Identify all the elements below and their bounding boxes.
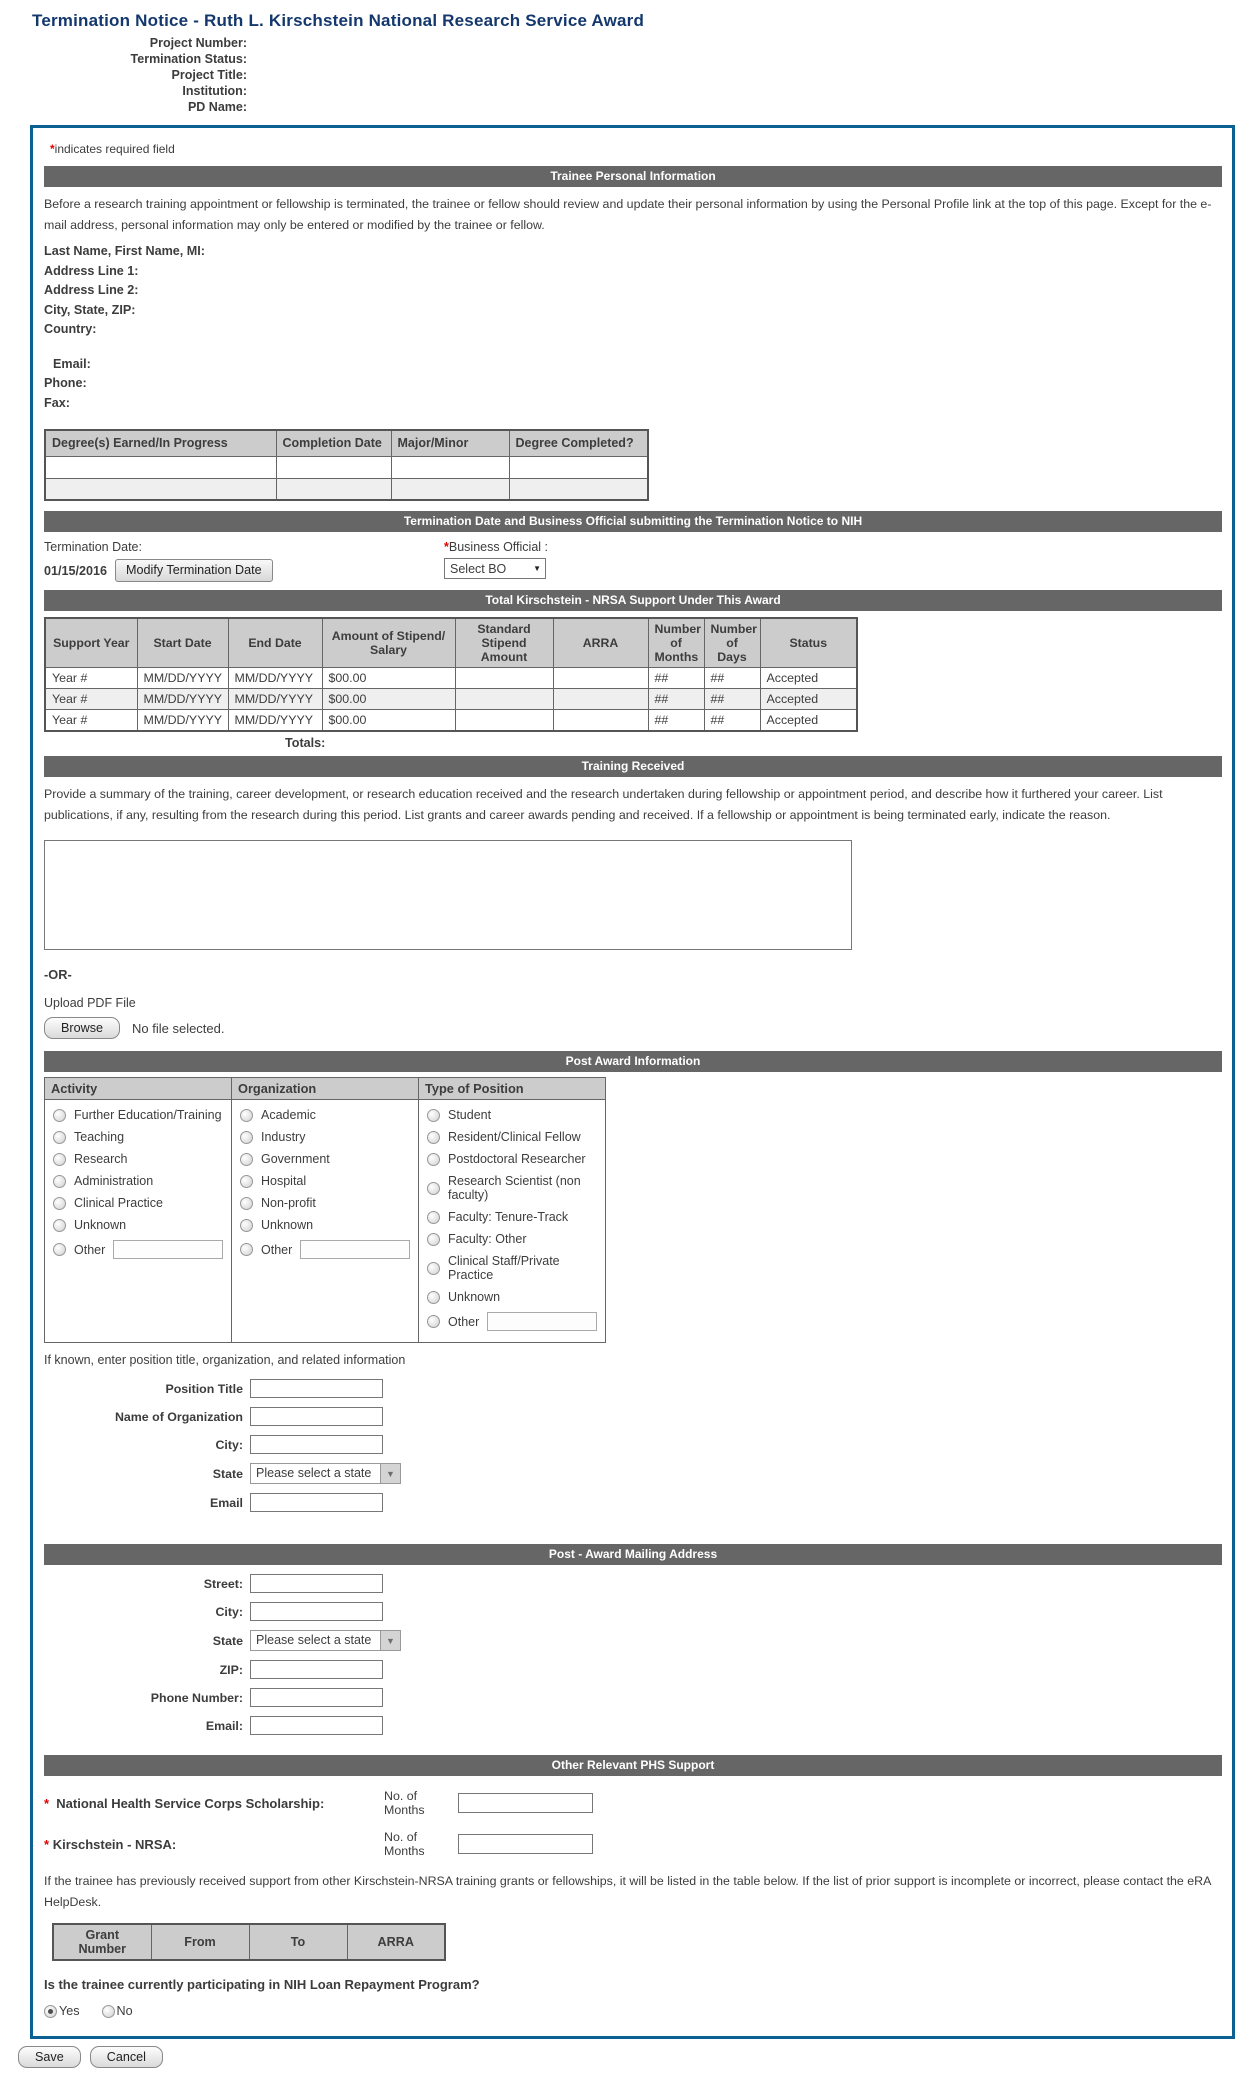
- organization-radio[interactable]: [240, 1197, 253, 1210]
- mailing-zip-label: ZIP:: [219, 1662, 243, 1677]
- position-title-label: Position Title: [165, 1381, 243, 1396]
- name-label: Last Name, First Name, MI:: [44, 244, 205, 258]
- arra-header: ARRA: [553, 618, 648, 668]
- mailing-email-label: Email:: [205, 1718, 243, 1733]
- position-city-label: City:: [215, 1437, 243, 1452]
- position-radio[interactable]: [427, 1233, 440, 1246]
- loan-no-radio[interactable]: [102, 2005, 115, 2018]
- activity-radio[interactable]: [53, 1197, 66, 1210]
- position-state-select[interactable]: Please select a state ▼: [250, 1463, 401, 1484]
- if-known-text: If known, enter position title, organization, and related information: [44, 1353, 406, 1367]
- position-email-input[interactable]: [250, 1493, 383, 1512]
- required-star: *: [50, 142, 55, 156]
- type-of-position-column-header: Type of Position: [419, 1078, 606, 1100]
- name-of-organization-input[interactable]: [250, 1407, 383, 1426]
- support-table-row: Year # MM/DD/YYYY MM/DD/YYYY $00.00 ## ## Accepted: [45, 689, 857, 710]
- activity-column-header: Activity: [45, 1078, 232, 1100]
- mailing-state-label: State: [212, 1633, 243, 1648]
- chevron-down-icon: ▼: [380, 1631, 400, 1650]
- required-field-note: *indicates required field: [50, 142, 175, 156]
- termination-status-label: Termination Status:: [130, 52, 247, 66]
- number-of-days-header: Number of Days: [704, 618, 760, 668]
- position-city-input[interactable]: [250, 1435, 383, 1454]
- footer-buttons: [18, 2046, 1249, 2068]
- activity-radio[interactable]: [53, 1219, 66, 1232]
- section-post-award-information: Post Award Information: [44, 1051, 1222, 1072]
- or-label: -OR-: [44, 967, 72, 982]
- required-star: *: [444, 540, 449, 554]
- mailing-city-input[interactable]: [250, 1602, 383, 1621]
- degree-col-header: Degree(s) Earned/In Progress: [45, 430, 276, 456]
- phone-label: Phone:: [44, 376, 87, 390]
- page-title: Termination Notice - Ruth L. Kirschstein National Research Service Award: [32, 11, 645, 30]
- position-radio[interactable]: [427, 1291, 440, 1304]
- position-city-row: [44, 1435, 1222, 1454]
- nhsc-scholarship-label: * National Health Service Corps Scholarship:: [44, 1795, 325, 1811]
- activity-radio[interactable]: [53, 1109, 66, 1122]
- chevron-down-icon: ▼: [533, 564, 541, 573]
- mailing-phone-row: [44, 1688, 1222, 1707]
- organization-other-radio[interactable]: [240, 1243, 253, 1256]
- loan-repayment-options: [44, 2004, 1222, 2018]
- degree-table: [44, 429, 649, 501]
- mailing-state-select[interactable]: Please select a state ▼: [250, 1630, 401, 1651]
- organization-radio[interactable]: [240, 1219, 253, 1232]
- support-table-row: Year # MM/DD/YYYY MM/DD/YYYY $00.00 ## ## Accepted: [45, 710, 857, 732]
- position-state-label: State: [212, 1466, 243, 1481]
- project-meta: [0, 35, 1249, 115]
- email-label: Email:: [53, 356, 91, 371]
- organization-radio[interactable]: [240, 1131, 253, 1144]
- grant-number-header: Grant Number: [53, 1924, 151, 1960]
- position-radio[interactable]: [427, 1262, 440, 1275]
- nhsc-months-input[interactable]: [458, 1793, 593, 1813]
- activity-other-radio[interactable]: [53, 1243, 66, 1256]
- major-minor-col-header: Major/Minor: [391, 430, 509, 456]
- training-instructions: Provide a summary of the training, career development, or research education received and the research undertaken during fellowship or appointment period, and describe how it furthered your career. List publications, if any, resulting from the research during this period. List grants and career awards pending and received. If a fellowship or appointment is being terminated early, indicate the reason.: [44, 787, 1163, 822]
- prior-support-table: [52, 1923, 446, 1961]
- position-radio[interactable]: [427, 1109, 440, 1122]
- degree-completed-col-header: Degree Completed?: [509, 430, 648, 456]
- loan-yes-radio[interactable]: [44, 2005, 57, 2018]
- position-radio[interactable]: [427, 1153, 440, 1166]
- nhsc-scholarship-row: [44, 1789, 1222, 1817]
- activity-radio[interactable]: [53, 1131, 66, 1144]
- chevron-down-icon: ▼: [380, 1464, 400, 1483]
- project-title-label: Project Title:: [171, 68, 247, 82]
- position-radio[interactable]: [427, 1211, 440, 1224]
- activity-other-input[interactable]: [113, 1240, 223, 1259]
- position-radio[interactable]: [427, 1131, 440, 1144]
- position-other-radio[interactable]: [427, 1315, 440, 1328]
- address-line-2-label: Address Line 2:: [44, 283, 139, 297]
- position-title-input[interactable]: [250, 1379, 383, 1398]
- mailing-street-row: [44, 1574, 1222, 1593]
- position-state-row: [44, 1463, 1222, 1484]
- end-date-header: End Date: [228, 618, 322, 668]
- mailing-phone-input[interactable]: [250, 1688, 383, 1707]
- mailing-street-label: Street:: [203, 1576, 243, 1591]
- kirschstein-nrsa-row: [44, 1830, 1222, 1858]
- post-award-options-table: [44, 1077, 606, 1343]
- to-header: To: [249, 1924, 347, 1960]
- support-table-row: Year # MM/DD/YYYY MM/DD/YYYY $00.00 ## ## Accepted: [45, 668, 857, 689]
- save-button[interactable]: Save: [18, 2046, 81, 2068]
- organization-options-cell: Academic Industry Government Hospital Non-profit Unknown Other: [232, 1100, 419, 1343]
- mailing-zip-row: [44, 1660, 1222, 1679]
- mailing-zip-input[interactable]: [250, 1660, 383, 1679]
- mailing-email-input[interactable]: [250, 1716, 383, 1735]
- nhsc-months-label: No. of Months: [384, 1789, 425, 1817]
- organization-radio[interactable]: [240, 1175, 253, 1188]
- city-state-zip-label: City, State, ZIP:: [44, 302, 136, 317]
- kirschstein-months-label: No. of Months: [384, 1830, 425, 1858]
- name-of-organization-row: [44, 1407, 1222, 1426]
- degree-table-row: [45, 456, 648, 478]
- trainee-contact-labels: [44, 355, 1222, 414]
- trainee-address-labels: [44, 242, 1222, 340]
- activity-options-cell: Further Education/Training Teaching Research Administration Clinical Practice Unknown Other: [45, 1100, 232, 1343]
- standard-stipend-header: Standard Stipend Amount: [455, 618, 553, 668]
- no-label: No: [116, 2004, 133, 2018]
- number-of-months-header: Number of Months: [648, 618, 704, 668]
- organization-radio[interactable]: [240, 1109, 253, 1122]
- nrsa-support-table: [44, 617, 858, 732]
- mailing-street-input[interactable]: [250, 1574, 383, 1593]
- section-training-received: Training Received: [44, 756, 1222, 777]
- no-file-selected-text: No file selected.: [132, 1020, 225, 1036]
- type-of-position-options-cell: Student Resident/Clinical Fellow Postdoctoral Researcher Research Scientist (non faculty) Faculty: Tenure-Track Faculty: Other Clinical Staff/Private Practice Unknown Other: [419, 1100, 606, 1343]
- status-header: Status: [760, 618, 857, 668]
- upload-pdf-label: Upload PDF File: [44, 996, 136, 1010]
- fax-label: Fax:: [44, 395, 70, 410]
- termination-date-value: 01/15/2016: [44, 563, 108, 578]
- mailing-state-row: [44, 1630, 1222, 1651]
- institution-label: Institution:: [182, 84, 247, 98]
- name-of-organization-label: Name of Organization: [114, 1409, 243, 1424]
- termination-date-block: [44, 537, 1222, 582]
- organization-other-input[interactable]: [300, 1240, 410, 1259]
- form-panel: [30, 125, 1235, 2039]
- degree-table-row: [45, 478, 648, 500]
- trainee-intro-text: Before a research training appointment or fellowship is terminated, the trainee or fellow should review and update their personal information by using the Personal Profile link at the top of this page. Except for the e-mail address, personal information may only be entered or modified by the trainee or fellow.: [44, 197, 1212, 232]
- address-line-1-label: Address Line 1:: [44, 263, 139, 278]
- loan-repayment-question: Is the trainee currently participating in NIH Loan Repayment Program?: [44, 1977, 480, 1992]
- section-termination-date-bo: Termination Date and Business Official submitting the Termination Notice to NIH: [44, 511, 1222, 532]
- pd-name-label: PD Name:: [187, 100, 247, 114]
- prior-support-note: If the trainee has previously received support from other Kirschstein-NRSA training grants or fellowships, it will be listed in the table below. If the list of prior support is incomplete or incorrect, please contact the eRA HelpDesk.: [44, 1874, 1211, 1909]
- mailing-email-row: [44, 1716, 1222, 1735]
- business-official-select[interactable]: Select BO ▼: [444, 558, 546, 579]
- country-label: Country:: [44, 322, 97, 336]
- mailing-city-label: City:: [215, 1604, 243, 1619]
- position-other-input[interactable]: [487, 1312, 597, 1331]
- position-email-label: Email: [209, 1495, 243, 1510]
- kirschstein-nrsa-label: * Kirschstein - NRSA:: [44, 1836, 177, 1852]
- mailing-city-row: [44, 1602, 1222, 1621]
- business-official-label: *Business Official :: [444, 540, 548, 554]
- file-upload-row: [44, 1017, 1222, 1039]
- position-email-row: [44, 1493, 1222, 1512]
- training-summary-textarea[interactable]: [44, 840, 852, 950]
- termination-date-label: Termination Date:: [44, 540, 142, 554]
- section-post-award-mailing-address: Post - Award Mailing Address: [44, 1544, 1222, 1565]
- activity-radio[interactable]: [53, 1153, 66, 1166]
- totals-label: Totals:: [285, 736, 326, 750]
- cancel-button[interactable]: Cancel: [90, 2046, 163, 2068]
- kirschstein-months-input[interactable]: [458, 1834, 593, 1854]
- stipend-amount-header: Amount of Stipend/ Salary: [322, 618, 455, 668]
- start-date-header: Start Date: [137, 618, 228, 668]
- browse-button[interactable]: Browse: [44, 1017, 120, 1039]
- project-number-label: Project Number:: [149, 36, 247, 50]
- modify-termination-date-button[interactable]: Modify Termination Date: [115, 559, 273, 582]
- organization-column-header: Organization: [232, 1078, 419, 1100]
- mailing-phone-label: Phone Number:: [150, 1690, 243, 1705]
- position-title-row: [44, 1379, 1222, 1398]
- arra-header: ARRA: [347, 1924, 445, 1960]
- support-year-header: Support Year: [45, 618, 137, 668]
- section-trainee-personal-information: Trainee Personal Information: [44, 166, 1222, 187]
- activity-radio[interactable]: [53, 1175, 66, 1188]
- organization-radio[interactable]: [240, 1153, 253, 1166]
- from-header: From: [151, 1924, 249, 1960]
- position-radio[interactable]: [427, 1182, 440, 1195]
- yes-label: Yes: [59, 2004, 80, 2018]
- completion-date-col-header: Completion Date: [276, 430, 391, 456]
- section-nrsa-support: Total Kirschstein - NRSA Support Under This Award: [44, 590, 1222, 611]
- section-other-relevant-phs-support: Other Relevant PHS Support: [44, 1755, 1222, 1776]
